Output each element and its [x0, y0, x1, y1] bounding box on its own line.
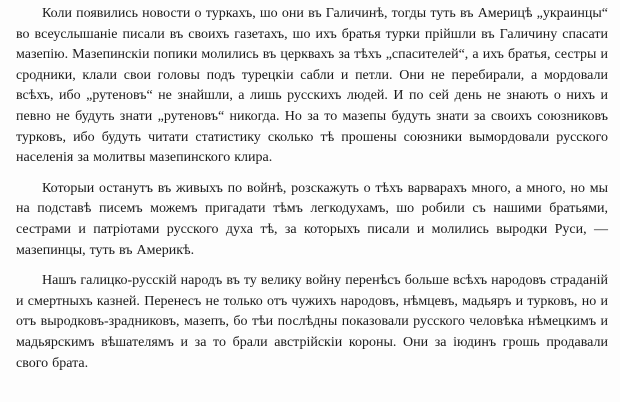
paragraph-2: Которыи останутъ въ живыхъ по войнѣ, розскажуть о тѣхъ варварахъ много, а много, но мы на подставѣ писемъ можемъ пригадати тѣмъ легкодухамъ, шо робили съ нашими братьями, сестрами и патріотами русского духа тѣ, за которыхъ писали и молились выродки Руси, — мазепинцы, туть въ Америкѣ. [16, 180, 608, 258]
paragraph-1: Коли появились новости о туркахъ, шо они въ Галичинѣ, тогды туть въ Америцѣ „украинцы“ во всеуслышаніе писали въ своихъ газетахъ, шо ихъ братья турки прійшли въ Галичину спасати мазепію. Мазепинскіи попики молились въ церквахъ за тѣхъ „спасителей“, а ихъ братья, сестры и сродники, клали свои головы подъ турецкіи сабли и петли. Они не перебирали, а мордовали всѣхъ, ибо „рутеновъ“ не знайшли, а лишь русскихъ людей. И по сей день не знають о нихъ и певно не будуть знати „рутеновъ“ никогда. Но за то мазепы будуть знати за своихъ союзниковъ турковъ, ибо будуть читати статистику сколько тѣ прошены союзники вымордовали русского населенія за молитвы мазепинского клира. [16, 6, 608, 166]
paragraph-3: Нашъ галицко-русскій народъ въ ту велику войну перенѣсъ больше всѣхъ народовъ страданій и смертныхъ казней. Перенесъ не только отъ чужихъ народовъ, нѣмцевъ, мадьяръ и турковъ, но и отъ выродковъ-зрадниковъ, мазепъ, бо тѣи послѣдны показовали русского человѣка нѣмецкимъ и мадьярскимъ вѣшателямъ и за то брали австрійскіи короны. Они за іюдинъ грошь продавали свого брата. [16, 273, 608, 371]
